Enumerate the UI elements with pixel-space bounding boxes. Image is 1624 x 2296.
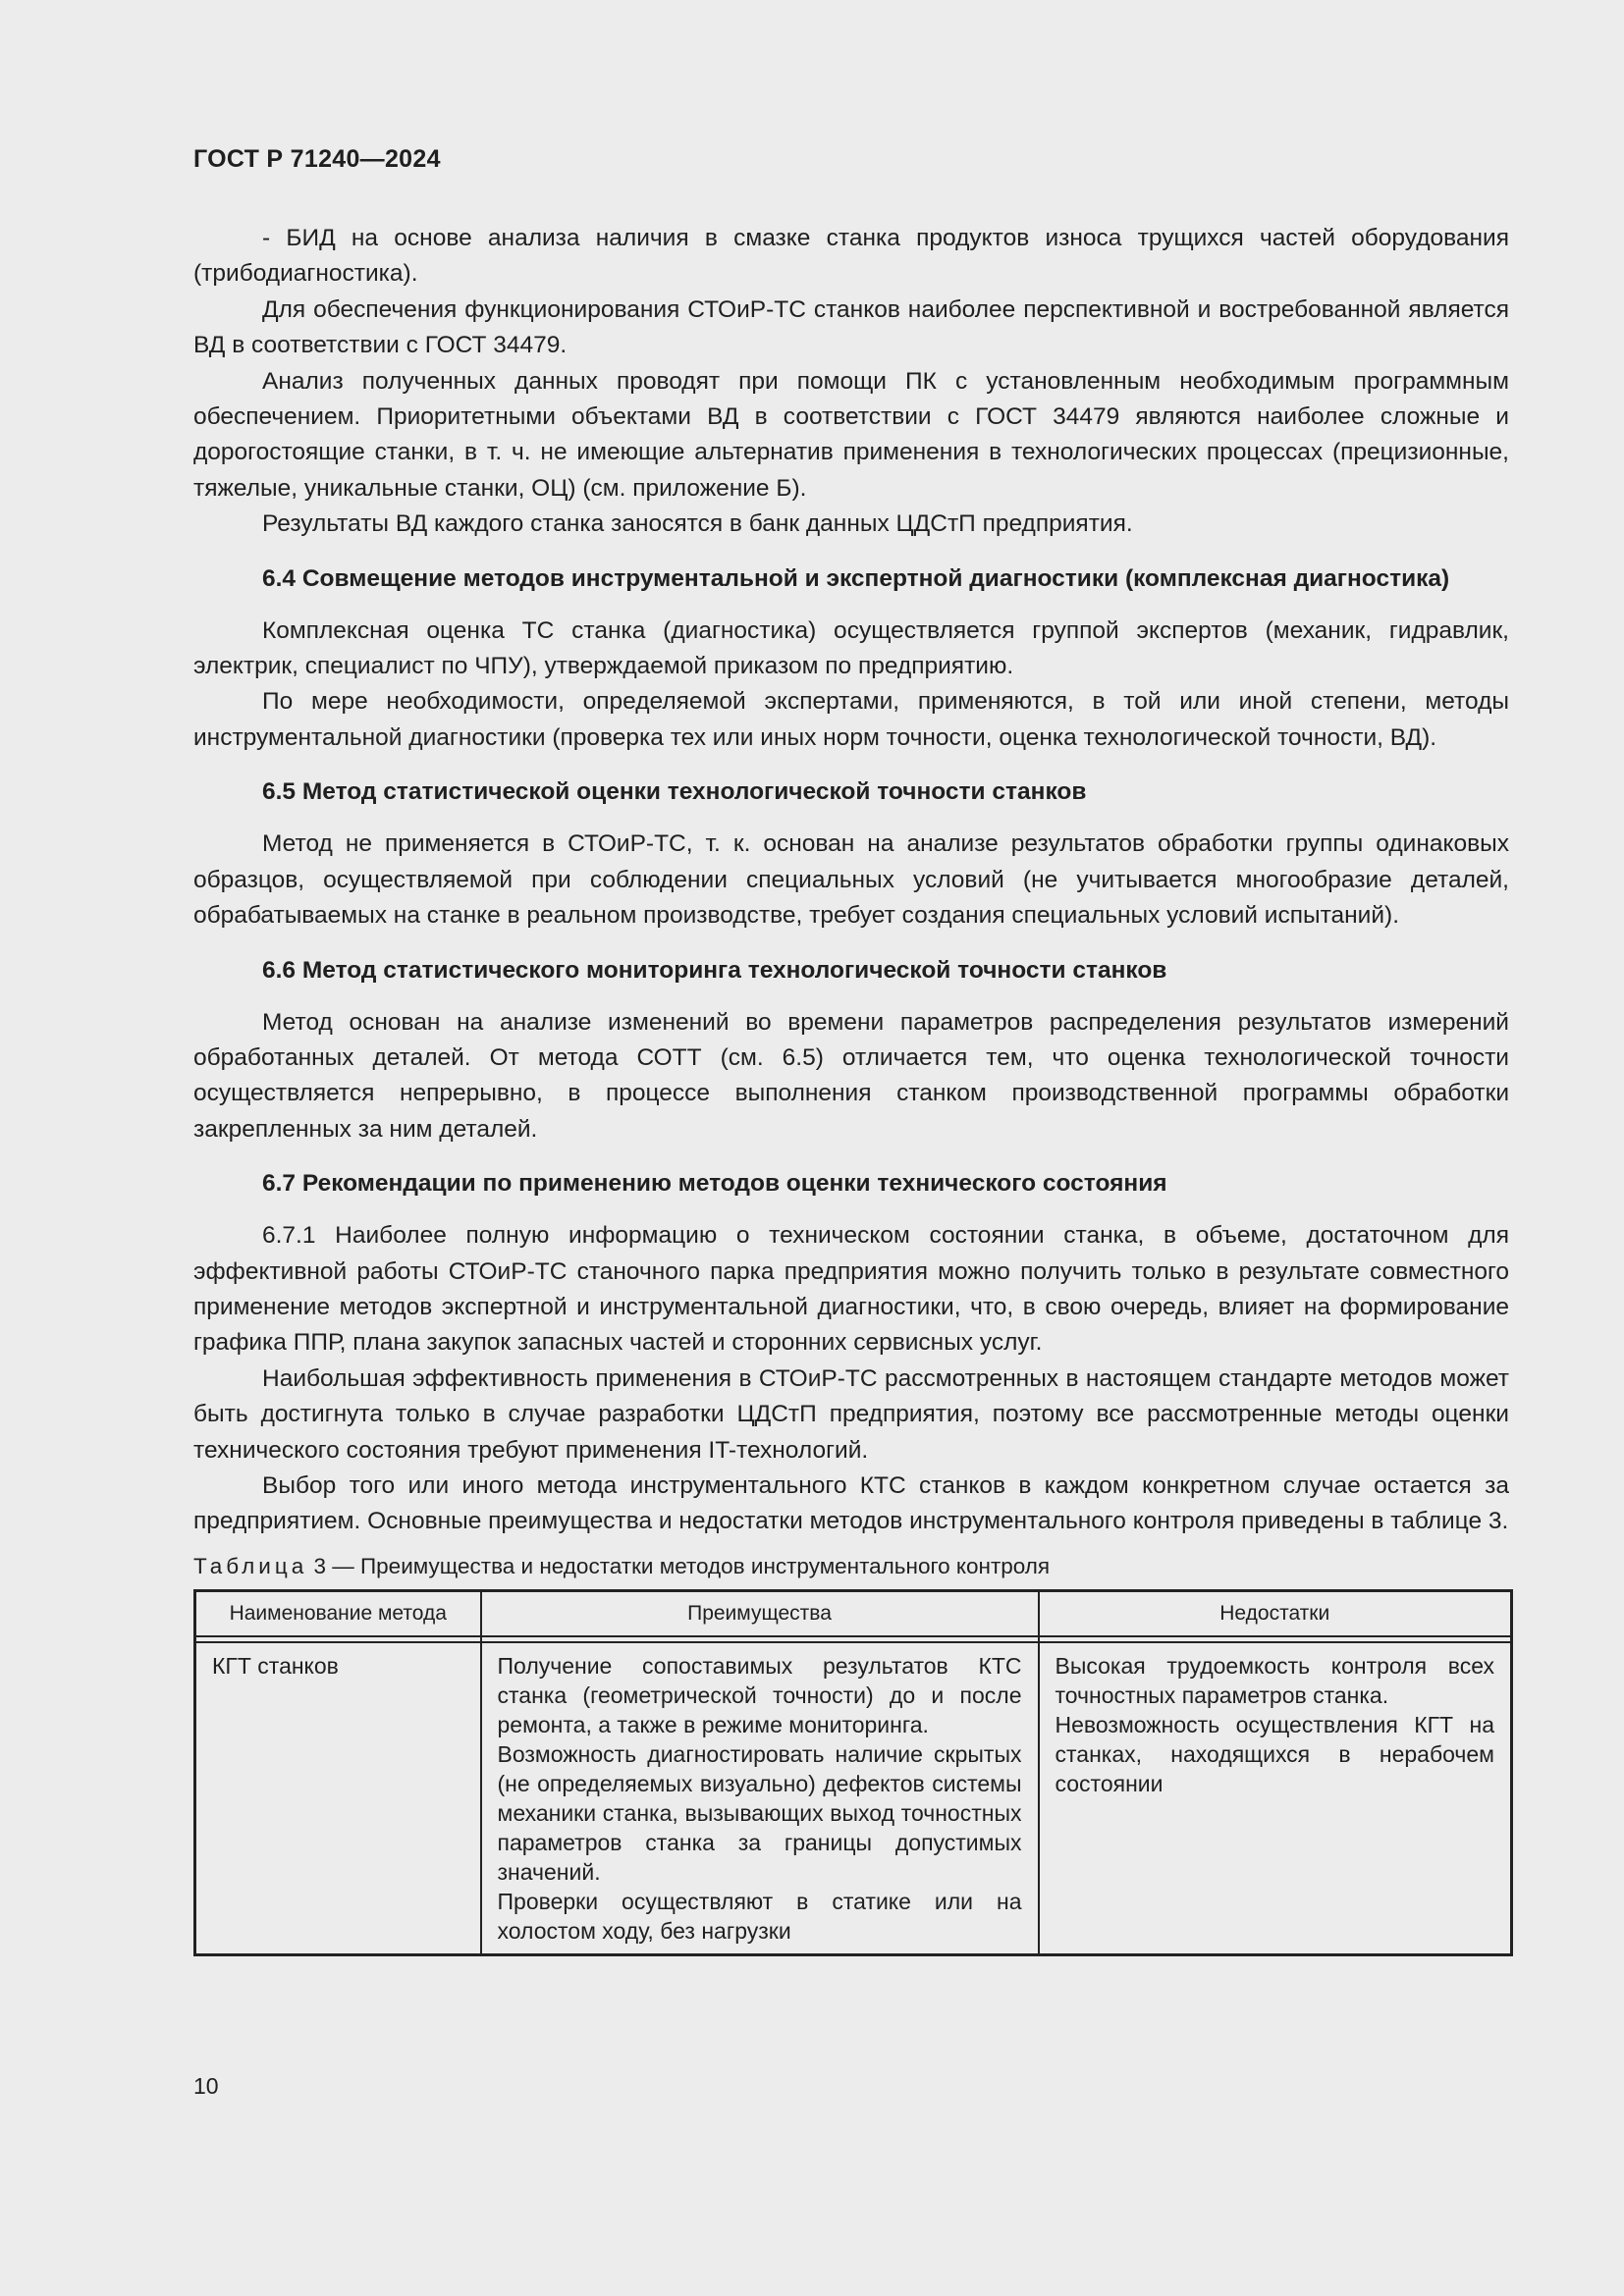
table-caption-text: 3 — Преимущества и недостатки методов инструментального контроля bbox=[307, 1553, 1051, 1578]
document-page bbox=[193, 145, 1509, 2109]
table-caption bbox=[193, 1552, 1509, 1581]
paragraph: Анализ полученных данных проводят при помощи ПК с установленным необходимым программным обеспечением. Приоритетными объектами ВД в соответствии с ГОСТ 34479 являются наиболее сложные и дорогостоящие станки, в т. ч. не имеющие альтернатив применения в технологических процессах (прецизионные, тяжелые, уникальные станки, ОЦ) (см. приложение Б). bbox=[193, 367, 1509, 502]
section-heading-6-5: 6.5 Метод статистической оценки технологической точности станков bbox=[262, 778, 1087, 806]
methods-table bbox=[193, 1589, 1513, 1956]
document-header: ГОСТ Р 71240—2024 bbox=[193, 145, 441, 173]
section-heading-6-6: 6.6 Метод статистического мониторинга технологической точности станков bbox=[262, 956, 1167, 984]
paragraph: Результаты ВД каждого станка заносятся в банк данных ЦДСтП предприятия. bbox=[262, 510, 1133, 538]
method-name: КГТ станков bbox=[212, 1652, 339, 1679]
paragraph: Наибольшая эффективность применения в СТОиР-ТС рассмотренных в настоящем стандарте методов может быть достигнута только в случае разработки ЦДСтП предприятия, поэтому все рассмотренные методы оценки технического состояния требуют применения IT-технологий. bbox=[193, 1364, 1509, 1464]
section-heading-6-4: 6.4 Совмещение методов инструментальной и экспертной диагностики (комплексная диагностика) bbox=[262, 564, 1450, 592]
document-body bbox=[193, 221, 1509, 1540]
column-header-advantages: Преимущества bbox=[481, 1590, 1039, 1636]
paragraph: Метод не применяется в СТОиР-ТС, т. к. основан на анализе результатов обработки группы одинаковых образцов, осуществляемой при соблюдении специальных условий (не учитывается многообразие деталей, обрабатываемых на станке в реальном производстве, требует создания специальных условий испытаний). bbox=[193, 830, 1509, 930]
disadvantage-item: Невозможность осуществления КГТ на станках, находящихся в нерабочем состоянии bbox=[1055, 1711, 1494, 1796]
paragraph: Метод основан на анализе изменений во времени параметров распределения результатов измерений обработанных деталей. От метода СОТТ (см. 6.5) отличается тем, что оценка технологической точности осуществляется непрерывно, в процессе выполнения станком производственной программы обработки закрепленных за ним деталей. bbox=[193, 1008, 1509, 1143]
page-number: 10 bbox=[193, 2073, 219, 2099]
column-header-disadvantages: Недостатки bbox=[1039, 1590, 1512, 1636]
paragraph: - БИД на основе анализа наличия в смазке станка продуктов износа трущихся частей оборудования (трибодиагностика). bbox=[193, 225, 1509, 288]
advantage-item: Проверки осуществляют в статике или на холостом ходу, без нагрузки bbox=[497, 1888, 1022, 1944]
paragraph: 6.7.1 Наиболее полную информацию о техническом состоянии станка, в объеме, достаточном для эффективной работы СТОиР-ТС станочного парка предприятия можно получить только в результате совместного применение методов экспертной и инструментальной диагностики, что, в свою очередь, влияет на формирование графика ППР, плана закупок запасных частей и сторонних сервисных услуг. bbox=[193, 1222, 1509, 1357]
section-heading-6-7: 6.7 Рекомендации по применению методов оценки технического состояния bbox=[262, 1170, 1167, 1198]
advantage-item: Возможность диагностировать наличие скрытых (не определяемых визуально) дефектов системы механики станка, вызывающих выход точностных параметров станка за границы допустимых значений. bbox=[497, 1740, 1022, 1885]
paragraph: Выбор того или иного метода инструментального КТС станков в каждом конкретном случае остается за предприятием. Основные преимущества и недостатки методов инструментального контроля приведены в таблице 3. bbox=[193, 1471, 1509, 1535]
method-name-cell bbox=[195, 1642, 481, 1955]
paragraph: Комплексная оценка ТС станка (диагностика) осуществляется группой экспертов (механик, гидравлик, электрик, специалист по ЧПУ), утверждаемой приказом по предприятию. bbox=[193, 616, 1509, 680]
disadvantage-item: Высокая трудоемкость контроля всех точностных параметров станка. bbox=[1055, 1652, 1494, 1708]
advantages-cell bbox=[481, 1642, 1039, 1955]
paragraph: По мере необходимости, определяемой экспертами, применяются, в той или иной степени, методы инструментальной диагностики (проверка тех или иных норм точности, оценка технологической точности, ВД). bbox=[193, 688, 1509, 751]
disadvantages-cell bbox=[1039, 1642, 1512, 1955]
paragraph: Для обеспечения функционирования СТОиР-ТС станков наиболее перспективной и востребованной является ВД в соответствии с ГОСТ 34479. bbox=[193, 295, 1509, 359]
table-header-row bbox=[195, 1590, 1512, 1636]
column-header-method: Наименование метода bbox=[195, 1590, 481, 1636]
advantage-item: Получение сопоставимых результатов КТС станка (геометрической точности) до и после ремонта, а также в режиме мониторинга. bbox=[497, 1652, 1022, 1737]
table-caption-label: Таблица bbox=[193, 1553, 308, 1578]
table-row bbox=[195, 1642, 1512, 1955]
